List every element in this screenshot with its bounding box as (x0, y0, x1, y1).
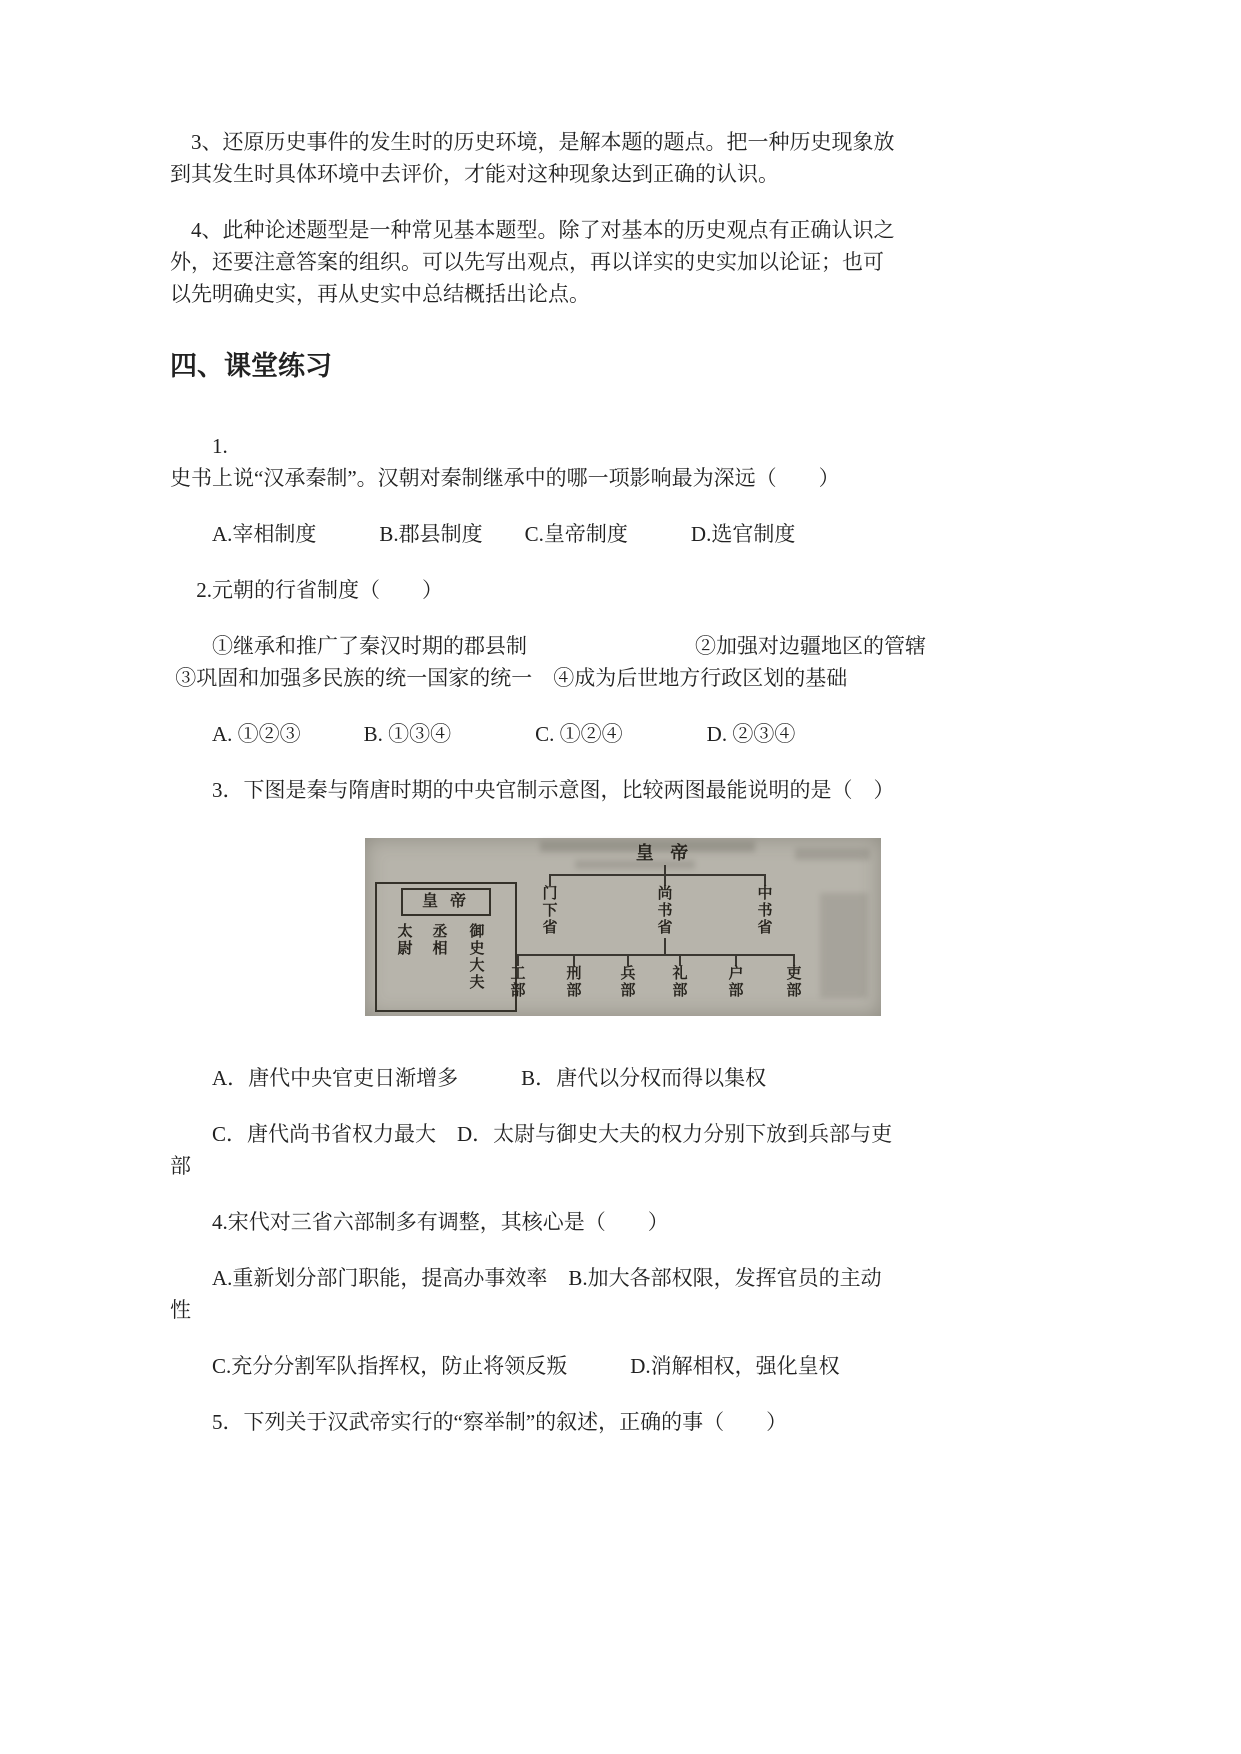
option-line: A. ①②③ B. ①③④ C. ①②④ D. ②③④ (170, 722, 796, 746)
connector-line (517, 954, 519, 966)
connector-line (664, 874, 666, 886)
question-4-options-cd (170, 1350, 1071, 1382)
option-line: A．唐代中央官吏日渐增多 B．唐代以分权而得以集权 (170, 1066, 767, 1090)
tang-ministry-label: 刑部 (566, 966, 582, 999)
connector-line (664, 938, 666, 954)
connector-line (549, 874, 766, 876)
scan-artifact (820, 893, 868, 998)
question-2-stem: 2.元朝的行省制度（ ） (170, 578, 443, 602)
question-3 (170, 774, 1071, 806)
qin-official-label: 御史大夫 (469, 924, 485, 991)
connector-line (664, 865, 666, 874)
scanned-diagram-image (365, 838, 881, 1016)
text-line: 到其发生时具体环境中去评价，才能对这种现象达到正确的认识。 (170, 162, 779, 186)
question-4 (170, 1206, 1071, 1238)
question-5 (170, 1406, 1071, 1438)
text-line: 以先明确史实，再从史实中总结概括出论点。 (170, 282, 590, 306)
text-line: 4、此种论述题型是一种常见基本题型。除了对基本的历史观点有正确认识之 (170, 218, 895, 242)
item-line: ③巩固和加强多民族的统一国家的统一 ④成为后世地方行政区划的基础 (170, 666, 848, 690)
question-5-stem: 5．下列关于汉武帝实行的“察举制”的叙述，正确的事（ ） (170, 1410, 788, 1434)
question-2-options (170, 718, 1071, 750)
tang-province-label: 门下省 (542, 886, 558, 936)
connector-line (793, 954, 795, 966)
text-line: 外，还要注意答案的组织。可以先写出观点，再以详实的史实加以论证；也可 (170, 250, 884, 274)
tang-province-label: 中书省 (757, 886, 773, 936)
section-heading: 四、课堂练习 (170, 351, 332, 381)
connector-line (679, 954, 681, 966)
option-line: A.重新划分部门职能，提高办事效率 B.加大各部权限，发挥官员的主动 (170, 1266, 882, 1290)
option-line: 部 (170, 1154, 191, 1178)
question-4-stem: 4.宋代对三省六部制多有调整，其核心是（ ） (170, 1210, 669, 1234)
tang-ministry-label: 工部 (510, 966, 526, 999)
question-1-options (170, 518, 1071, 550)
question-3-stem: 3．下图是秦与隋唐时期的中央官制示意图，比较两图最能说明的是（ ） (170, 778, 895, 802)
option-line: C.充分分割军队指挥权，防止将领反叛 D.消解相权，强化皇权 (170, 1354, 840, 1378)
option-line: C．唐代尚书省权力最大 D．太尉与御史大夫的权力分别下放到兵部与吏 (170, 1122, 893, 1146)
connector-line (735, 954, 737, 966)
connector-line (517, 954, 795, 956)
note-paragraph-4 (170, 214, 1071, 310)
question-3-options-ab (170, 1062, 1071, 1094)
qin-official-label: 太尉 (397, 924, 413, 957)
tang-emperor-label: 皇 帝 (635, 843, 695, 863)
item-line: ①继承和推广了秦汉时期的郡县制 ②加强对边疆地区的管辖 (170, 634, 926, 658)
question-1 (170, 430, 1071, 494)
qin-emperor-label: 皇 帝 (401, 888, 491, 916)
question-4-options-ab (170, 1262, 1071, 1326)
question-1-number: 1. (170, 434, 228, 458)
tang-ministry-label: 吏部 (786, 966, 802, 999)
question-1-stem: 史书上说“汉承秦制”。汉朝对秦制继承中的哪一项影响最为深远（ ） (170, 466, 840, 490)
question-2-items (170, 630, 1071, 694)
question-2 (170, 574, 1071, 606)
connector-line (573, 954, 575, 966)
connector-line (627, 954, 629, 966)
tang-ministry-label: 兵部 (620, 966, 636, 999)
qin-official-label: 丞相 (432, 924, 448, 957)
tang-ministry-label: 礼部 (672, 966, 688, 999)
text-line: 3、还原历史事件的发生时的历史环境，是解本题的题点。把一种历史现象放 (170, 130, 895, 154)
note-paragraph-3 (170, 126, 1071, 190)
option-line: A.宰相制度 B.郡县制度 C.皇帝制度 D.选官制度 (170, 522, 796, 546)
connector-line (549, 874, 551, 886)
tang-ministry-label: 户部 (728, 966, 744, 999)
connector-line (764, 874, 766, 886)
question-3-options-cd (170, 1118, 1071, 1182)
scan-artifact (795, 848, 870, 860)
option-line: 性 (170, 1298, 191, 1322)
central-officialdom-figure (170, 838, 1071, 1016)
tang-province-label: 尚书省 (657, 886, 673, 936)
